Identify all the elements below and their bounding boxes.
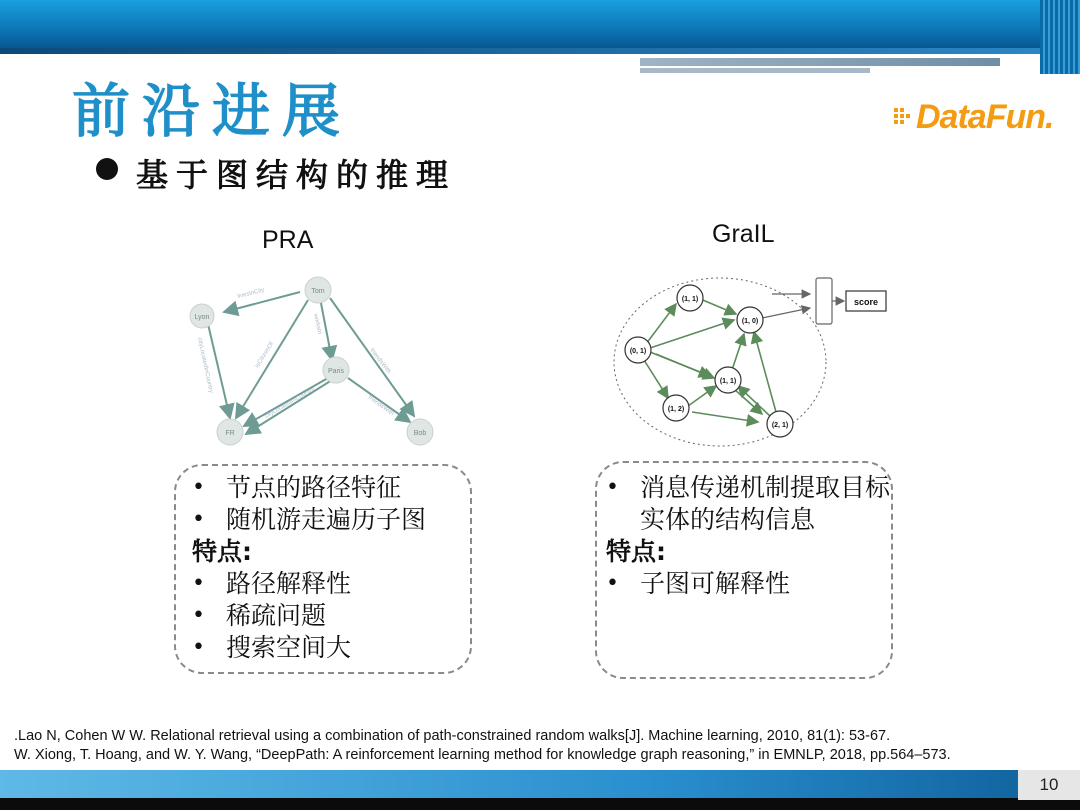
- svg-text:cityLocatedInCountry: cityLocatedInCountry: [264, 386, 316, 420]
- grail-node-label: (1, 1): [719, 378, 737, 385]
- grail-node-label: (2, 1): [771, 422, 789, 429]
- bullet-icon: •: [192, 603, 205, 628]
- top-banner: [0, 0, 1080, 48]
- svg-text:isCitizenOf: isCitizenOf: [254, 341, 276, 370]
- svg-text:worksIn: worksIn: [312, 313, 323, 335]
- grail-node-label: (1, 2): [667, 406, 685, 413]
- list-item: • 随机游走遍历子图: [192, 505, 427, 534]
- bullet-icon: •: [192, 507, 205, 532]
- list-item: • 搜索空间大: [192, 633, 352, 662]
- bullet-icon: •: [606, 571, 619, 596]
- grail-feature-list: [606, 472, 896, 600]
- top-accent-strip: [640, 58, 1000, 66]
- svg-text:cityLocatedInCountry: cityLocatedInCountry: [196, 337, 214, 394]
- svg-text:friendsWith: friendsWith: [366, 394, 395, 418]
- grail-node-label: (1, 1): [681, 296, 699, 303]
- bullet-icon: •: [192, 475, 205, 500]
- grail-graph-figure: [612, 268, 902, 458]
- svg-text:friendsWith: friendsWith: [368, 347, 392, 375]
- list-item: • 路径解释性: [192, 569, 352, 598]
- bottom-banner: [0, 770, 1080, 798]
- grail-node-label: (1, 0): [741, 318, 759, 325]
- list-item: • 子图可解释性: [606, 569, 791, 598]
- pra-feature-list: [192, 472, 472, 664]
- bottom-black-strip: [0, 798, 1080, 810]
- pra-graph-figure: [178, 268, 448, 458]
- bullet-icon: •: [192, 635, 205, 660]
- pra-node-label: Tom: [311, 288, 325, 295]
- reference-2: W. Xiong, T. Hoang, and W. Y. Wang, “DeepPath: A reinforcement learning method for knowledge graph reasoning,” in EMNLP, 2018, pp.564–573.: [14, 747, 951, 763]
- bullet-icon: •: [606, 475, 619, 500]
- features-heading: 特点:: [606, 537, 666, 566]
- grail-label: GraIL: [712, 220, 775, 248]
- top-accent-strip-thin: [640, 68, 870, 73]
- features-heading: 特点:: [192, 537, 252, 566]
- pra-node-label: Paris: [328, 368, 344, 375]
- pra-node-label: Bob: [413, 430, 427, 437]
- slide-title: 前沿进展: [72, 77, 353, 145]
- svg-text:livesInCity: livesInCity: [237, 287, 266, 300]
- list-item: • 稀疏问题: [192, 601, 327, 630]
- grail-score-label: score: [853, 297, 879, 307]
- list-item: • 节点的路径特征: [192, 473, 402, 502]
- pra-label: PRA: [262, 226, 314, 254]
- bullet-dot: [96, 158, 118, 180]
- bullet-heading: 基于图结构的推理: [136, 156, 457, 194]
- page-number: 10: [1018, 770, 1080, 800]
- grail-node-label: (0, 1): [629, 348, 647, 355]
- top-divider-strip: [0, 48, 1040, 54]
- bullet-icon: •: [192, 571, 205, 596]
- pra-node-label: FR: [225, 430, 235, 437]
- grail-readout-bracket: [816, 278, 832, 324]
- pra-node-label: Lyon: [194, 314, 210, 321]
- reference-1: .Lao N, Cohen W W. Relational retrieval using a combination of path-constrained random walks[J]. Machine learning, 2010, 81(1): 53-67.: [14, 728, 891, 744]
- list-item: • 消息传递机制提取目标实体的结构信息: [606, 473, 891, 534]
- top-banner-stripes: [1040, 0, 1080, 74]
- datafun-logo: DataFun.: [916, 98, 1054, 136]
